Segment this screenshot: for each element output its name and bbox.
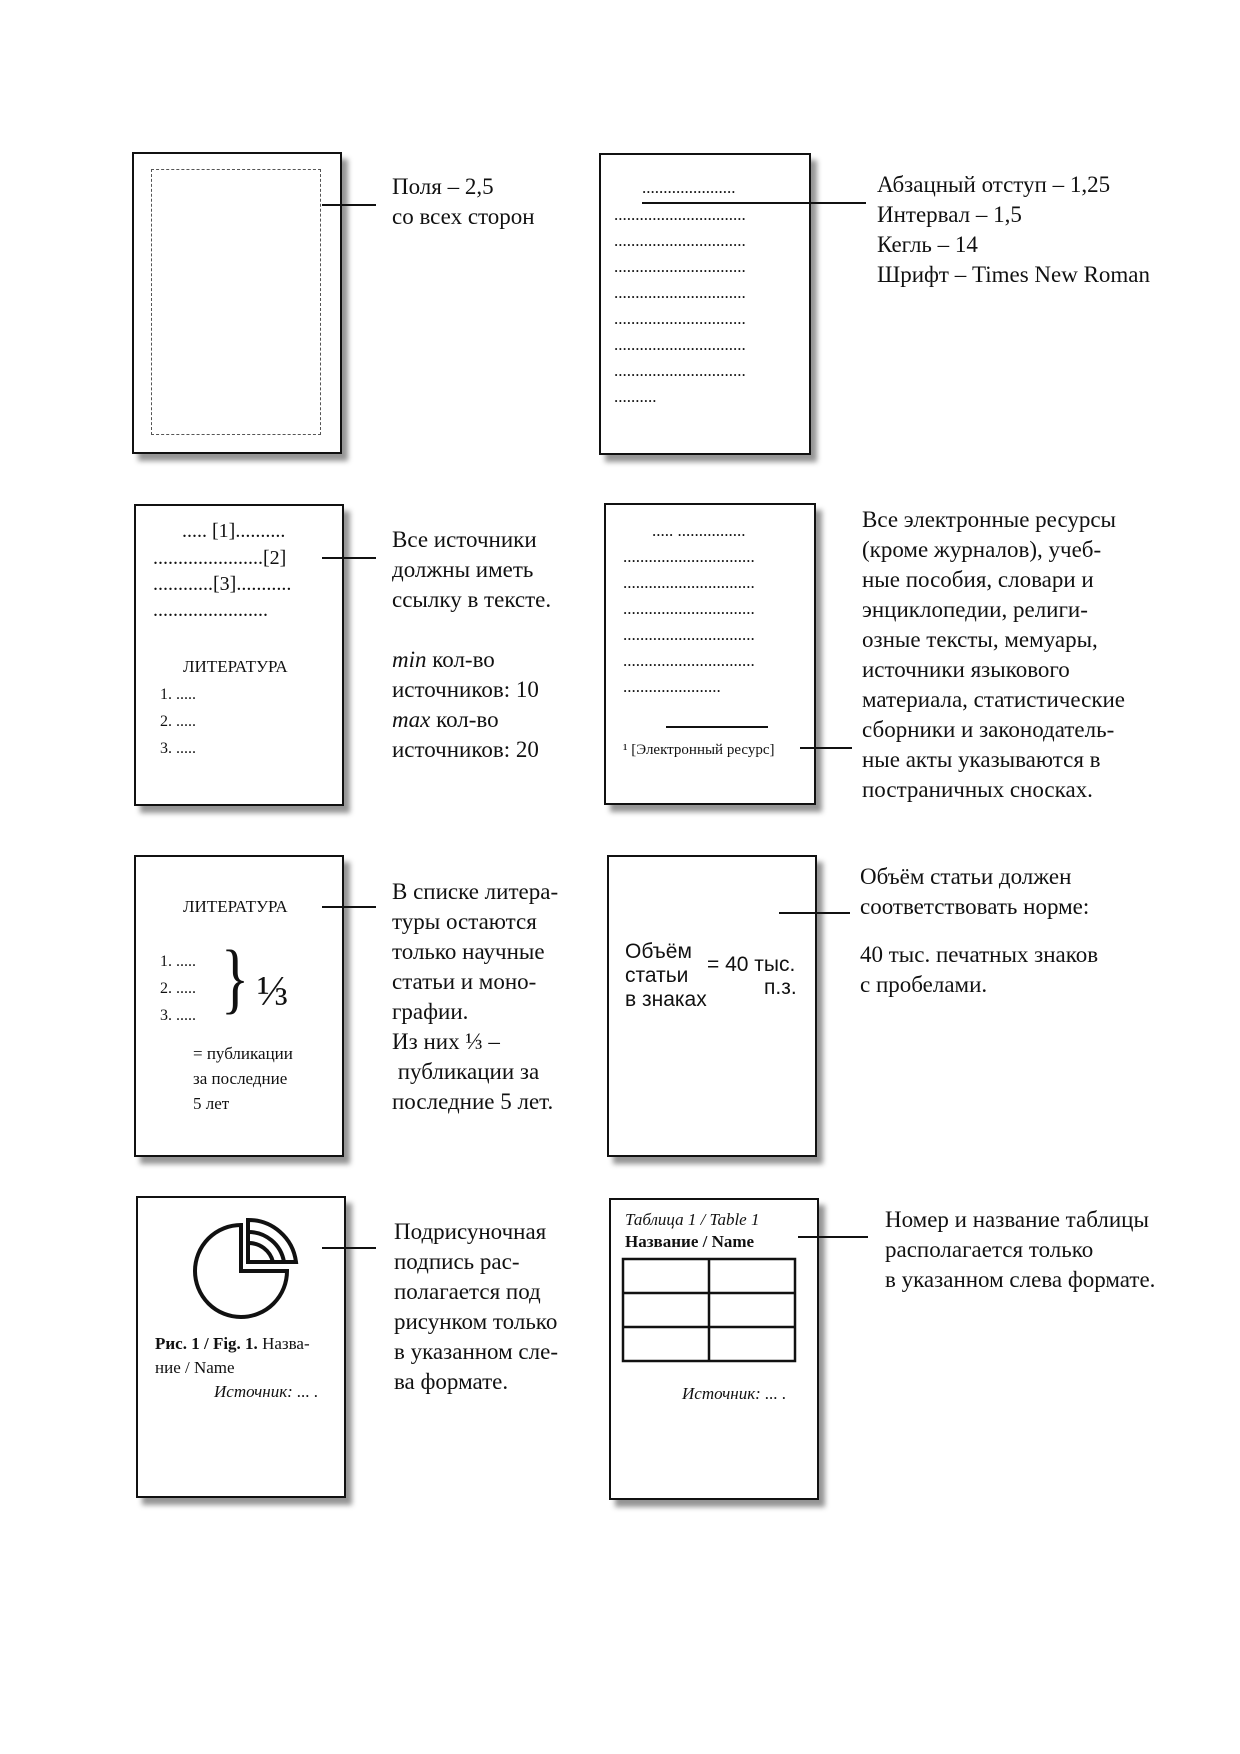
text-line: ............................... bbox=[623, 599, 755, 618]
note-line: рисунком только bbox=[394, 1309, 558, 1334]
one-third-fraction: ⅓ bbox=[257, 969, 289, 1015]
text-line: ..... ................ bbox=[652, 521, 746, 540]
volume-unit: п.з. bbox=[764, 976, 797, 999]
text-line-with-citation: ......................[2] bbox=[153, 547, 287, 569]
max-word: max bbox=[392, 707, 431, 732]
page-references-illustration bbox=[134, 855, 344, 1157]
table-grid-icon bbox=[611, 1200, 817, 1498]
figure-source: Источник: ... . bbox=[214, 1382, 319, 1401]
note-line: соответствовать норме: bbox=[860, 894, 1090, 919]
note-line: в указанном сле- bbox=[394, 1339, 558, 1364]
text-line: ............................... bbox=[614, 361, 746, 380]
page-volume-illustration bbox=[607, 855, 817, 1157]
note-line: подпись рас- bbox=[394, 1249, 520, 1274]
page-citations-illustration bbox=[134, 504, 344, 806]
note-line: Подрисуночная bbox=[394, 1219, 547, 1244]
table-source: Источник: ... . bbox=[682, 1384, 787, 1403]
note-line: озные тексты, мемуары, bbox=[862, 627, 1098, 652]
figure-caption-line: ние / Name bbox=[155, 1358, 235, 1377]
leader-line-table bbox=[798, 1236, 868, 1238]
reference-item: 1. ..... bbox=[160, 686, 196, 703]
note-line: Интервал – 1,5 bbox=[877, 202, 1022, 227]
note-line: Шрифт – Times New Roman bbox=[877, 262, 1151, 287]
text-line: ............................... bbox=[623, 625, 755, 644]
table-caption-number: Таблица 1 / Table 1 bbox=[625, 1210, 760, 1229]
leader-line-formatting bbox=[642, 202, 866, 204]
text-line: ............................... bbox=[614, 335, 746, 354]
note-line: располагается только bbox=[885, 1237, 1094, 1262]
note-line: В списке литера- bbox=[392, 879, 559, 904]
text-line-with-citation: ............[3]........... bbox=[153, 573, 292, 595]
note-line: последние 5 лет. bbox=[392, 1089, 554, 1114]
caption-line: = публикации bbox=[193, 1044, 293, 1063]
note-line: ные пособия, словари и bbox=[862, 567, 1094, 592]
note-figure bbox=[394, 1217, 558, 1397]
leader-line-margins bbox=[322, 204, 376, 206]
note-line: полагается под bbox=[394, 1279, 541, 1304]
volume-label-line: в знаках bbox=[625, 988, 707, 1011]
note-formatting bbox=[877, 170, 1150, 290]
min-rest: кол-во bbox=[426, 647, 495, 672]
note-line: (кроме журналов), учеб- bbox=[862, 537, 1102, 562]
min-word: min bbox=[392, 647, 427, 672]
leader-line-figure bbox=[322, 1247, 376, 1249]
text-line: ............................... bbox=[614, 231, 746, 250]
text-line: .......... bbox=[614, 387, 657, 406]
note-line: Объём статьи должен bbox=[860, 864, 1072, 889]
note-line: графии. bbox=[392, 999, 469, 1024]
note-line: со всех сторон bbox=[392, 204, 535, 229]
note-line: материала, статистические bbox=[862, 687, 1126, 712]
text-line: ....................... bbox=[153, 599, 268, 621]
text-line-with-citation: ..... [1].......... bbox=[182, 520, 286, 542]
table-caption-title: Название / Name bbox=[625, 1232, 755, 1251]
text-line: ............................... bbox=[614, 257, 746, 276]
max-sources-line bbox=[392, 705, 551, 735]
reference-item: 2. ..... bbox=[160, 980, 196, 997]
caption-line: за последние bbox=[193, 1069, 288, 1088]
note-line: Из них ⅓ – bbox=[392, 1029, 500, 1054]
figure-caption-number: Рис. 1 / Fig. 1. bbox=[155, 1334, 258, 1353]
note-line: публикации за bbox=[392, 1059, 540, 1084]
reference-item: 3. ..... bbox=[160, 1007, 196, 1024]
text-line: ............................... bbox=[623, 573, 755, 592]
footnote-text: ¹ [Электронный ресурс] bbox=[623, 742, 775, 758]
note-citations bbox=[392, 525, 551, 765]
leader-line-footnotes bbox=[800, 747, 852, 749]
note-line: Кегль – 14 bbox=[877, 232, 978, 257]
note-line: Все источники bbox=[392, 527, 537, 552]
note-line: Поля – 2,5 bbox=[392, 174, 494, 199]
paragraph-indent-line: ...................... bbox=[642, 178, 736, 197]
note-margins bbox=[392, 172, 535, 232]
margin-dashed-frame bbox=[151, 169, 321, 435]
reference-item: 1. ..... bbox=[160, 953, 196, 970]
reference-item: 2. ..... bbox=[160, 713, 196, 730]
text-line: ............................... bbox=[623, 651, 755, 670]
figure-caption-title: Назва- bbox=[257, 1334, 310, 1353]
note-footnotes bbox=[862, 505, 1125, 805]
references-heading: ЛИТЕРАТУРА bbox=[183, 897, 288, 916]
note-line: постраничных сносках. bbox=[862, 777, 1093, 802]
references-heading: ЛИТЕРАТУРА bbox=[183, 657, 288, 676]
note-line: статьи и моно- bbox=[392, 969, 537, 994]
note-line: Абзацный отступ – 1,25 bbox=[877, 172, 1111, 197]
text-line: ............................... bbox=[614, 205, 746, 224]
reference-item: 3. ..... bbox=[160, 740, 196, 757]
volume-label-line: статьи bbox=[625, 964, 689, 987]
page-margins-illustration bbox=[132, 152, 342, 454]
text-line: ....................... bbox=[623, 677, 721, 696]
text-line: ............................... bbox=[614, 309, 746, 328]
leader-line-citations bbox=[322, 557, 376, 559]
caption-line: 5 лет bbox=[193, 1094, 230, 1113]
note-line: ссылку в тексте. bbox=[392, 587, 552, 612]
note-line: источники языкового bbox=[862, 657, 1070, 682]
note-line: Номер и название таблицы bbox=[885, 1207, 1149, 1232]
volume-label-line: Объём bbox=[625, 940, 692, 963]
note-line: в указанном слева формате. bbox=[885, 1267, 1156, 1292]
footnote-separator bbox=[666, 726, 768, 728]
note-line: сборники и законодатель- bbox=[862, 717, 1115, 742]
leader-line-references bbox=[322, 906, 376, 908]
note-volume bbox=[860, 862, 1098, 1000]
note-line: только научные bbox=[392, 939, 545, 964]
note-line: с пробелами. bbox=[860, 972, 988, 997]
text-line: ............................... bbox=[614, 283, 746, 302]
leader-line-volume bbox=[779, 912, 850, 914]
note-line: Все электронные ресурсы bbox=[862, 507, 1117, 532]
note-references bbox=[392, 877, 558, 1117]
note-line: 40 тыс. печатных знаков bbox=[860, 942, 1099, 967]
figure-caption bbox=[155, 1335, 310, 1352]
note-line: энциклопедии, религи- bbox=[862, 597, 1088, 622]
note-line: ва формате. bbox=[394, 1369, 509, 1394]
max-rest: кол-во bbox=[430, 707, 499, 732]
note-line: ные акты указываются в bbox=[862, 747, 1101, 772]
text-line: ............................... bbox=[623, 547, 755, 566]
page-table-illustration bbox=[609, 1198, 819, 1500]
page-figure-illustration bbox=[136, 1196, 346, 1498]
note-line: должны иметь bbox=[392, 557, 534, 582]
volume-equals: = 40 тыс. bbox=[707, 953, 796, 976]
page-footnotes-illustration bbox=[604, 503, 816, 805]
note-table bbox=[885, 1205, 1155, 1295]
curly-brace: } bbox=[221, 934, 250, 1021]
min-sources-line bbox=[392, 645, 551, 675]
note-line: туры остаются bbox=[392, 909, 537, 934]
page-formatting-illustration bbox=[599, 153, 811, 455]
note-line: источников: 10 bbox=[392, 677, 539, 702]
note-line: источников: 20 bbox=[392, 737, 539, 762]
